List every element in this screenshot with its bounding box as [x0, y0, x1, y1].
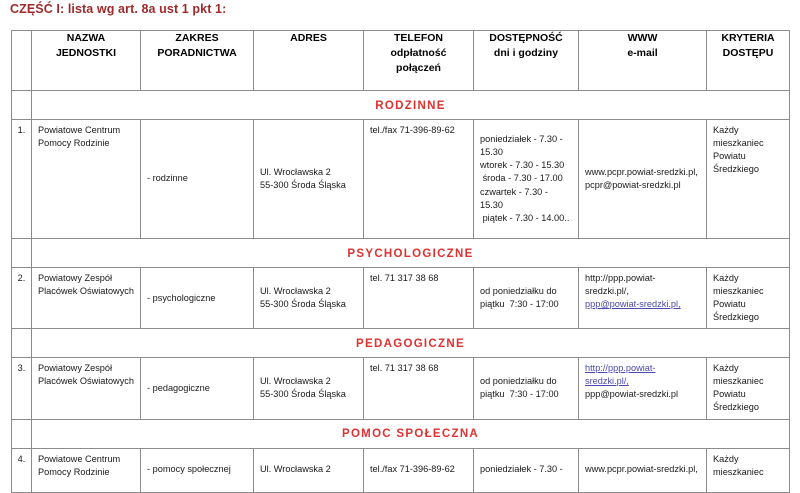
institution-name-line1: Powiatowe Centrum: [38, 125, 121, 135]
availability-line: piątku 7:30 - 17:00: [480, 299, 559, 310]
header-telephone-line1: TELEFON: [394, 32, 443, 44]
row-scope: - pedagogiczne: [141, 358, 254, 419]
column-header-availability: [474, 31, 579, 91]
column-header-criteria: [707, 31, 790, 91]
institution-name-line1: Powiatowy Zespół: [38, 273, 113, 283]
section-blank-number: [12, 91, 32, 120]
website-link[interactable]: http://ppp.powiat-: [585, 363, 656, 374]
criteria-line: Każdy: [713, 125, 739, 135]
row-address: [254, 268, 364, 329]
section-label-rodzinne: RODZINNE: [375, 99, 446, 112]
row-address: [254, 358, 364, 419]
advisory-services-table: [11, 30, 790, 493]
email-text: pcpr@powiat-sredzki.pl: [585, 180, 681, 190]
row-criteria: [707, 448, 790, 492]
header-scope-line2: PORADNICTWA: [157, 46, 237, 59]
address-line1: Ul. Wrocławska 2: [260, 464, 331, 475]
email-text: ppp@powiat-sredzki.pl: [585, 389, 679, 400]
availability-line: poniedziałek - 7.30 -: [480, 464, 563, 475]
row-institution-name: [32, 120, 141, 239]
column-header-scope: [141, 31, 254, 91]
section-label-pedagogiczne: PEDAGOGICZNE: [356, 337, 465, 350]
section-header-row: [12, 91, 790, 120]
table-body: [12, 91, 790, 493]
section-label-cell: [32, 419, 790, 448]
criteria-line: Każdy: [713, 273, 739, 283]
table-row: [12, 120, 790, 239]
criteria-line: Każdy: [713, 363, 739, 374]
website-text: http://ppp.powiat-: [585, 273, 656, 283]
row-scope: - pomocy społecznej: [141, 448, 254, 492]
availability-line: środa - 7.30 - 17.00: [480, 173, 563, 184]
table-row: [12, 268, 790, 329]
row-institution-name: [32, 448, 141, 492]
availability-line: od poniedziałku do: [480, 286, 557, 297]
institution-name-line1: Powiatowy Zespół: [38, 363, 113, 374]
header-telephone-line3: połączeń: [396, 61, 441, 74]
row-number: 4.: [12, 448, 32, 492]
header-criteria-line2: DOSTĘPU: [722, 46, 774, 59]
header-availability-line2: dni i godziny: [493, 46, 559, 59]
section-header-row: [12, 419, 790, 448]
row-availability: [474, 120, 579, 239]
table-row: [12, 448, 790, 492]
section-blank-number: [12, 239, 32, 268]
section-blank-number: [12, 329, 32, 358]
row-scope: - psychologiczne: [141, 268, 254, 329]
address-line1: Ul. Wrocławska 2: [260, 376, 331, 387]
row-www-email: [579, 268, 707, 329]
column-header-address: [254, 31, 364, 91]
criteria-line: mieszkaniec: [713, 376, 764, 387]
availability-line: czwartek - 7.30 - 15.30: [480, 186, 551, 210]
section-label-cell: [32, 329, 790, 358]
row-telephone: tel./fax 71-396-89-62: [364, 448, 474, 492]
institution-name-line2: Pomocy Rodzinie: [38, 138, 110, 149]
institution-name-line1: Powiatowe Centrum: [38, 453, 121, 464]
criteria-line: Każdy: [713, 453, 739, 464]
email-link[interactable]: ppp@powiat-sredzki.pl,: [585, 299, 681, 310]
institution-name-line2: Placówek Oświatowych: [38, 286, 134, 297]
row-scope: - rodzinne: [141, 120, 254, 239]
row-number: 1.: [12, 120, 32, 239]
row-address: [254, 120, 364, 239]
column-header-number: [12, 31, 32, 91]
header-www-line2: e-mail: [627, 46, 658, 59]
website-text-cont: sredzki.pl/,: [585, 286, 629, 297]
address-line2: 55-300 Środa Śląska: [260, 180, 346, 190]
section-blank-number: [12, 419, 32, 448]
criteria-line: mieszkaniec: [713, 138, 764, 149]
availability-line: wtorek - 7.30 - 15.30: [480, 160, 565, 171]
row-number: 3.: [12, 358, 32, 419]
address-line1: Ul. Wrocławska 2: [260, 286, 331, 297]
row-criteria: [707, 120, 790, 239]
section-label-psychologiczne: PSYCHOLOGICZNE: [347, 247, 474, 260]
row-www-email: [579, 448, 707, 492]
row-availability: [474, 268, 579, 329]
header-www-line1: WWW: [627, 32, 658, 44]
column-header-www: [579, 31, 707, 91]
header-name-line2: JEDNOSTKI: [55, 46, 117, 59]
row-institution-name: [32, 268, 141, 329]
section-label-cell: [32, 91, 790, 120]
row-criteria: [707, 268, 790, 329]
row-criteria: [707, 358, 790, 419]
website-link-cont[interactable]: sredzki.pl/,: [585, 376, 629, 387]
row-telephone: tel. 71 317 38 68: [364, 268, 474, 329]
availability-line: od poniedziałku do: [480, 376, 557, 387]
page-title: CZĘŚĆ I: lista wg art. 8a ust 1 pkt 1:: [10, 2, 227, 16]
address-line2: 55-300 Środa Śląska: [260, 299, 346, 310]
criteria-line: Powiatu: [713, 299, 746, 310]
availability-line: poniedziałek - 7.30 - 15.30: [480, 134, 566, 158]
row-availability: [474, 448, 579, 492]
header-telephone-line2: odpłatność: [390, 46, 447, 59]
institution-name-line2: Placówek Oświatowych: [38, 376, 134, 387]
criteria-line: Średzkiego: [713, 402, 759, 413]
row-address: [254, 448, 364, 492]
table-header: [12, 31, 790, 91]
header-scope-line1: ZAKRES: [175, 32, 219, 44]
row-telephone: tel. 71 317 38 68: [364, 358, 474, 419]
website-text: www.pcpr.powiat-sredzki.pl,: [585, 464, 698, 475]
row-institution-name: [32, 358, 141, 419]
website-text: www.pcpr.powiat-sredzki.pl,: [585, 166, 698, 177]
criteria-line: Średzkiego: [713, 312, 759, 323]
criteria-line: mieszkaniec: [713, 466, 764, 477]
row-telephone: tel./fax 71-396-89-62: [364, 120, 474, 239]
criteria-line: Powiatu: [713, 151, 746, 162]
institution-name-line2: Pomocy Rodzinie: [38, 466, 110, 477]
header-availability-line1: DOSTĘPNOŚĆ: [489, 32, 563, 44]
row-number: 2.: [12, 268, 32, 329]
criteria-line: mieszkaniec: [713, 286, 764, 297]
availability-line: piątek - 7.30 - 14.00..: [480, 212, 570, 223]
table-header-row: [12, 31, 790, 91]
address-line2: 55-300 Środa Śląska: [260, 389, 346, 400]
section-header-row: [12, 329, 790, 358]
column-header-name: [32, 31, 141, 91]
row-www-email: [579, 358, 707, 419]
row-availability: [474, 358, 579, 419]
section-header-row: [12, 239, 790, 268]
availability-line: piątku 7:30 - 17:00: [480, 389, 559, 400]
criteria-line: Średzkiego: [713, 164, 759, 175]
section-label-cell: [32, 239, 790, 268]
header-address-line1: ADRES: [290, 32, 327, 44]
address-line1: Ul. Wrocławska 2: [260, 166, 331, 177]
header-name-line1: NAZWA: [66, 32, 106, 44]
section-label-pomoc-spoleczna: POMOC SPOŁECZNA: [341, 428, 480, 440]
table-row: [12, 358, 790, 419]
column-header-telephone: [364, 31, 474, 91]
row-www-email: [579, 120, 707, 239]
criteria-line: Powiatu: [713, 389, 746, 400]
header-criteria-line1: KRYTERIA: [721, 32, 775, 44]
